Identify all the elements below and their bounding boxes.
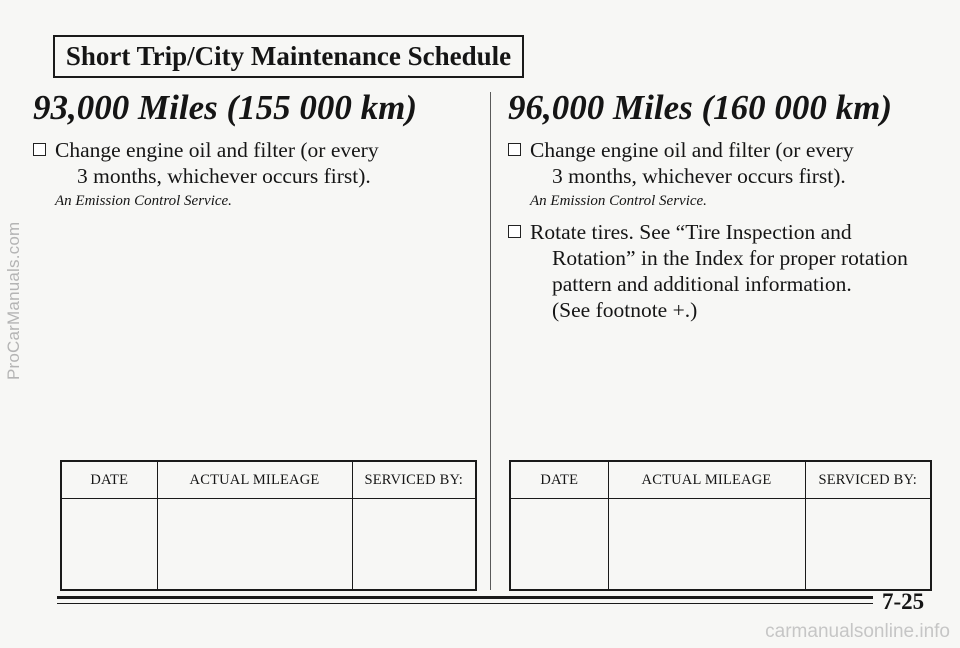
emission-note: An Emission Control Service. — [55, 193, 232, 209]
date-column-header: DATE — [510, 461, 608, 499]
service-log-table-right — [509, 460, 932, 591]
task-line: Change engine oil and filter (or every — [530, 138, 854, 162]
checkbox-icon[interactable] — [508, 143, 521, 156]
mileage-cell[interactable] — [157, 499, 352, 591]
right-column — [508, 88, 938, 323]
mileage-cell[interactable] — [608, 499, 805, 591]
table-header-row — [61, 461, 476, 499]
service-log-table-left — [60, 460, 477, 591]
serviced-by-column-header: SERVICED BY: — [352, 461, 476, 499]
table-row — [510, 499, 931, 591]
date-column-header: DATE — [61, 461, 157, 499]
task-line: Rotate tires. See “Tire Inspection and — [530, 220, 852, 244]
checkbox-icon[interactable] — [508, 225, 521, 238]
task-line: Change engine oil and filter (or every — [55, 138, 379, 162]
serviced-by-column-header: SERVICED BY: — [805, 461, 931, 499]
task-line: pattern and additional information. — [552, 272, 852, 296]
checkbox-icon[interactable] — [33, 143, 46, 156]
task-line: 3 months, whichever occurs first). — [77, 164, 371, 188]
bottom-watermark: carmanualsonline.info — [765, 621, 950, 642]
task-line: Rotation” in the Index for proper rotation — [552, 246, 908, 270]
task-item — [508, 137, 938, 189]
table-header-row — [510, 461, 931, 499]
column-divider — [490, 92, 491, 590]
mileage-column-header: ACTUAL MILEAGE — [157, 461, 352, 499]
serviced-by-cell[interactable] — [352, 499, 476, 591]
date-cell[interactable] — [510, 499, 608, 591]
footer-rule — [57, 603, 873, 604]
emission-note: An Emission Control Service. — [530, 193, 707, 209]
task-item — [33, 137, 473, 189]
task-item — [508, 219, 938, 323]
mileage-heading-left: 93,000 Miles (155 000 km) — [33, 88, 418, 127]
side-watermark: ProCarManuals.com — [4, 221, 23, 380]
section-title: Short Trip/City Maintenance Schedule — [65, 41, 512, 71]
left-column — [33, 88, 473, 219]
task-line: 3 months, whichever occurs first). — [552, 164, 846, 188]
section-header — [53, 35, 524, 78]
mileage-column-header: ACTUAL MILEAGE — [608, 461, 805, 499]
footer-rule — [57, 596, 873, 599]
date-cell[interactable] — [61, 499, 157, 591]
serviced-by-cell[interactable] — [805, 499, 931, 591]
task-line: (See footnote +.) — [552, 298, 698, 322]
table-row — [61, 499, 476, 591]
mileage-heading-right: 96,000 Miles (160 000 km) — [508, 88, 893, 127]
page-number: 7-25 — [882, 589, 925, 614]
